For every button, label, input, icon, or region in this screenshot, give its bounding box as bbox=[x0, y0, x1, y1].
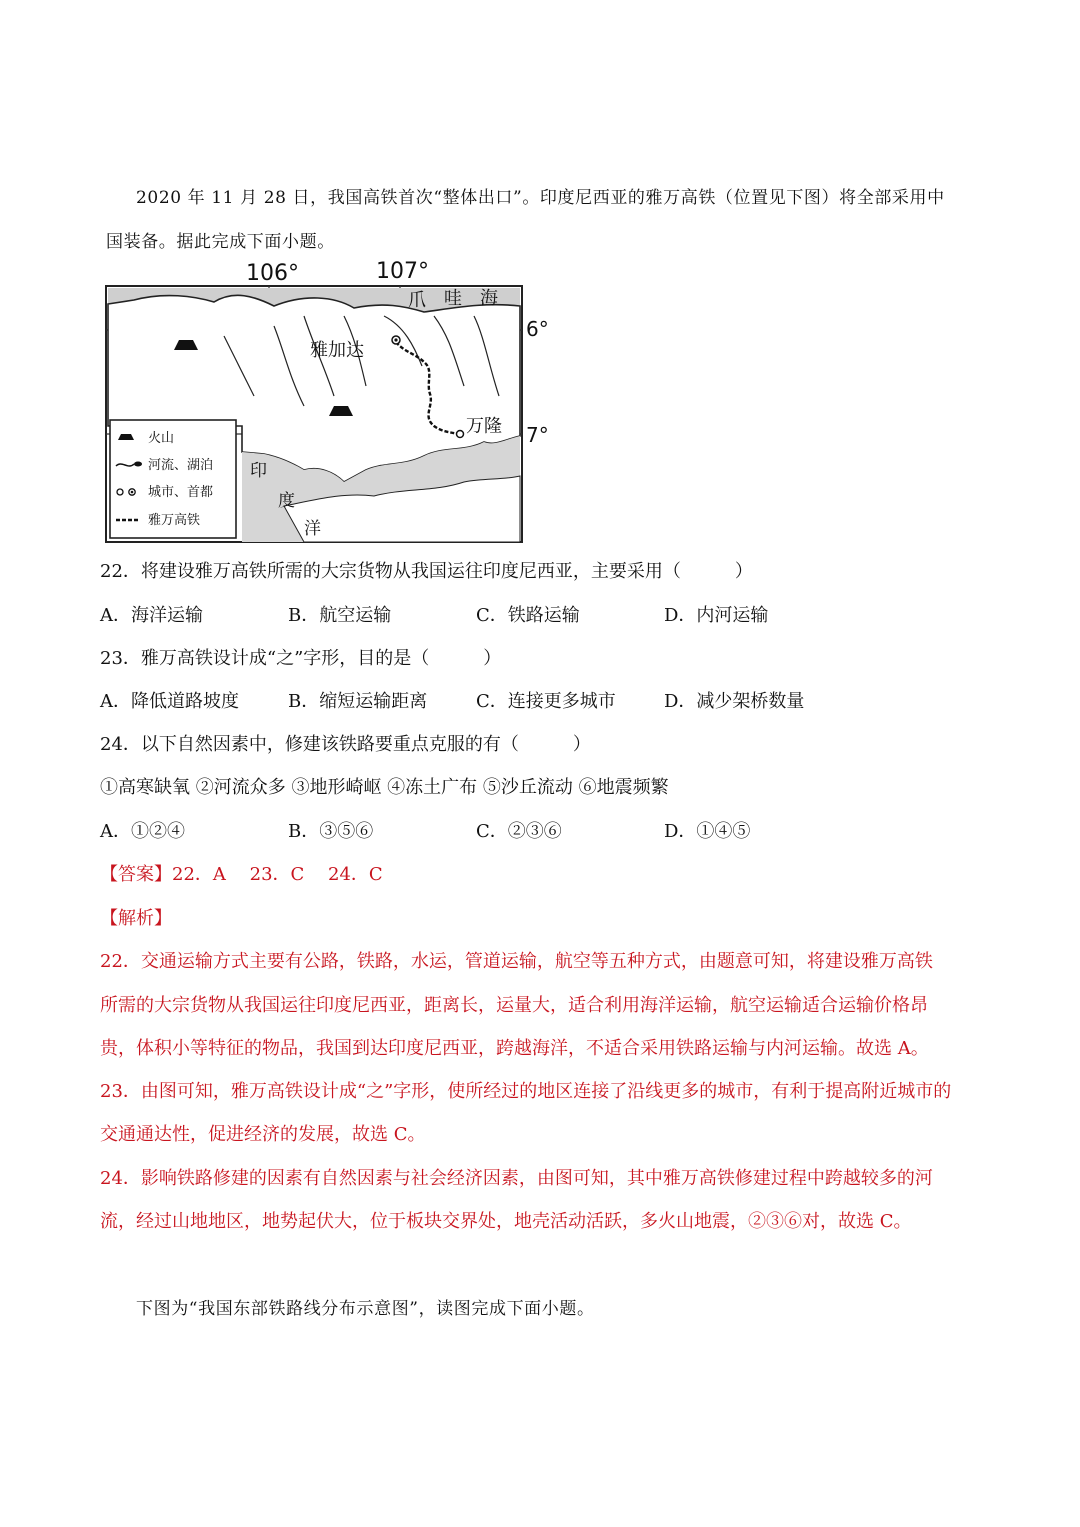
question-24-factors: ①高寒缺氧 ②河流众多 ③地形崎岖 ④冻土广布 ⑤沙丘流动 ⑥地震频繁 bbox=[100, 777, 669, 798]
ocean-char-3: 洋 bbox=[304, 519, 321, 539]
question-24-option-a: A．①②④ bbox=[100, 821, 185, 842]
ocean-char-1: 印 bbox=[250, 461, 267, 481]
lon-label-107: 107° bbox=[376, 259, 429, 284]
legend-volcano-label: 火山 bbox=[148, 431, 175, 446]
intro-line-2: 国装备。据此完成下面小题。 bbox=[106, 232, 335, 252]
sea-char-2: 哇 bbox=[444, 288, 462, 309]
lon-label-106: 106° bbox=[246, 261, 299, 286]
indonesia-map-figure bbox=[104, 256, 560, 546]
legend-city-label: 城市、首都 bbox=[148, 485, 214, 500]
analysis-line-6: 24．影响铁路修建的因素有自然因素与社会经济因素，由图可知，其中雅万高铁修建过程中跨越较多的河 bbox=[100, 1168, 933, 1189]
answer-text: 22．A 23．C 24．C bbox=[172, 864, 383, 885]
question-23-option-d: D．减少架桥数量 bbox=[664, 691, 805, 712]
answer-line bbox=[100, 860, 383, 886]
legend-city-icon bbox=[117, 489, 123, 495]
analysis-line-1: 22．交通运输方式主要有公路，铁路，水运，管道运输，航空等五种方式，由题意可知，将建设雅万高铁 bbox=[100, 951, 933, 972]
question-23-option-c: C．连接更多城市 bbox=[476, 691, 616, 712]
question-22-stem: 22．将建设雅万高铁所需的大宗货物从我国运往印度尼西亚，主要采用（ ） bbox=[100, 561, 753, 582]
lat-label-7: 7° bbox=[526, 423, 549, 447]
analysis-line-7: 流，经过山地地区，地势起伏大，位于板块交界处，地壳活动活跃，多火山地震，②③⑥对，故选 C。 bbox=[100, 1211, 912, 1232]
analysis-line-3: 贵，体积小等特征的物品，我国到达印度尼西亚，跨越海洋，不适合采用铁路运输与内河运输。故选 A。 bbox=[100, 1038, 929, 1059]
answer-tag: 【答案】 bbox=[100, 864, 172, 885]
legend-river-label: 河流、湖泊 bbox=[148, 458, 214, 473]
question-23-option-b: B．缩短运输距离 bbox=[288, 691, 428, 712]
question-22-option-d: D．内河运输 bbox=[664, 605, 769, 626]
bandung-label: 万隆 bbox=[466, 416, 502, 437]
question-24-option-b: B．③⑤⑥ bbox=[288, 821, 374, 842]
sea-char-1: 爪 bbox=[408, 290, 426, 311]
question-22-option-b: B．航空运输 bbox=[288, 605, 392, 626]
analysis-line-5: 交通通达性，促进经济的发展，故选 C。 bbox=[100, 1124, 426, 1145]
analysis-line-2: 所需的大宗货物从我国运往印度尼西亚，距离长，运量大，适合利用海洋运输，航空运输适合运输价格昂 bbox=[100, 995, 928, 1016]
question-24-stem: 24．以下自然因素中，修建该铁路要重点克服的有（ ） bbox=[100, 734, 591, 755]
bandung-city-marker bbox=[457, 431, 464, 438]
question-24-option-c: C．②③⑥ bbox=[476, 821, 562, 842]
map-svg bbox=[104, 256, 560, 546]
ocean-char-2: 度 bbox=[278, 491, 295, 511]
sea-char-3: 海 bbox=[480, 288, 498, 309]
analysis-tag: 【解析】 bbox=[100, 908, 172, 929]
jakarta-label: 雅加达 bbox=[310, 340, 364, 361]
question-22-option-c: C．铁路运输 bbox=[476, 605, 580, 626]
next-section-intro: 下图为“我国东部铁路线分布示意图”，读图完成下面小题。 bbox=[136, 1299, 595, 1319]
question-23-option-a: A．降低道路坡度 bbox=[100, 691, 239, 712]
intro-line-1: 2020 年 11 月 28 日，我国高铁首次“整体出口”。印度尼西亚的雅万高铁（位置见下图）将全部采用中 bbox=[136, 188, 945, 208]
question-24-option-d: D．①④⑤ bbox=[664, 821, 751, 842]
question-23-stem: 23．雅万高铁设计成“之”字形，目的是（ ） bbox=[100, 648, 502, 669]
analysis-line-4: 23．由图可知，雅万高铁设计成“之”字形，使所经过的地区连接了沿线更多的城市，有利于提高附近城市的 bbox=[100, 1081, 952, 1102]
question-22-option-a: A．海洋运输 bbox=[100, 605, 203, 626]
legend-railway-label: 雅万高铁 bbox=[148, 513, 201, 528]
lat-label-6: 6° bbox=[526, 317, 549, 341]
